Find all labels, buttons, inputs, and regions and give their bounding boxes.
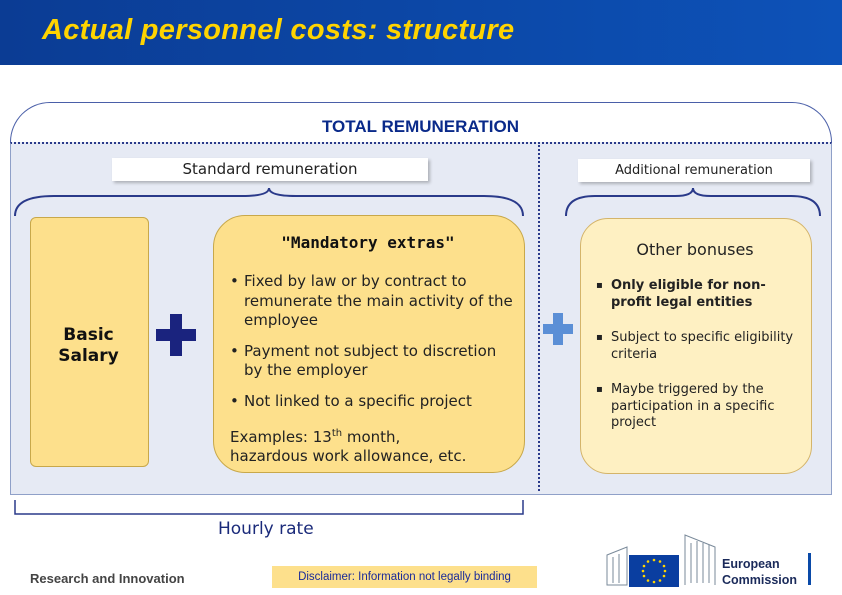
list-item: ▪ Only eligible for non-profit legal entities bbox=[596, 278, 806, 311]
hourly-rate-label: Hourly rate bbox=[218, 519, 314, 539]
mandatory-extras-list bbox=[230, 272, 515, 422]
european-commission-wordmark: European Commission bbox=[722, 557, 798, 587]
additional-brace bbox=[565, 188, 821, 218]
basic-salary-label: Basic Salary bbox=[58, 325, 119, 366]
page-title: Actual personnel costs: structure bbox=[42, 14, 515, 46]
list-item: ▪ Maybe triggered by the participation in a specific project bbox=[596, 382, 806, 432]
total-remuneration-label: TOTAL REMUNERATION bbox=[278, 115, 563, 139]
list-item: • Not linked to a specific project bbox=[230, 392, 515, 412]
examples-text: Examples: 13th month, hazardous work allowance, etc. bbox=[230, 428, 467, 465]
additional-remuneration-label: Additional remuneration bbox=[578, 159, 810, 182]
list-item: • Fixed by law or by contract to remunerate the main activity of the employee bbox=[230, 272, 515, 331]
disclaimer-badge: Disclaimer: Information not legally binding bbox=[272, 566, 537, 588]
section-divider bbox=[538, 145, 540, 491]
standard-brace bbox=[14, 188, 524, 218]
list-item: • Payment not subject to discretion by the employer bbox=[230, 342, 515, 381]
hourly-rate-brace bbox=[14, 500, 524, 520]
plus-icon bbox=[156, 314, 196, 356]
other-bonuses-list bbox=[596, 278, 806, 451]
ec-accent-bar bbox=[808, 553, 811, 585]
other-bonuses-title: Other bonuses bbox=[636, 240, 754, 259]
list-item: ▪ Subject to specific eligibility criteria bbox=[596, 330, 806, 363]
footer-research-label: Research and Innovation bbox=[30, 571, 185, 586]
standard-remuneration-label: Standard remuneration bbox=[112, 158, 428, 181]
mandatory-extras-title: "Mandatory extras" bbox=[281, 233, 455, 252]
plus-icon bbox=[543, 313, 573, 345]
